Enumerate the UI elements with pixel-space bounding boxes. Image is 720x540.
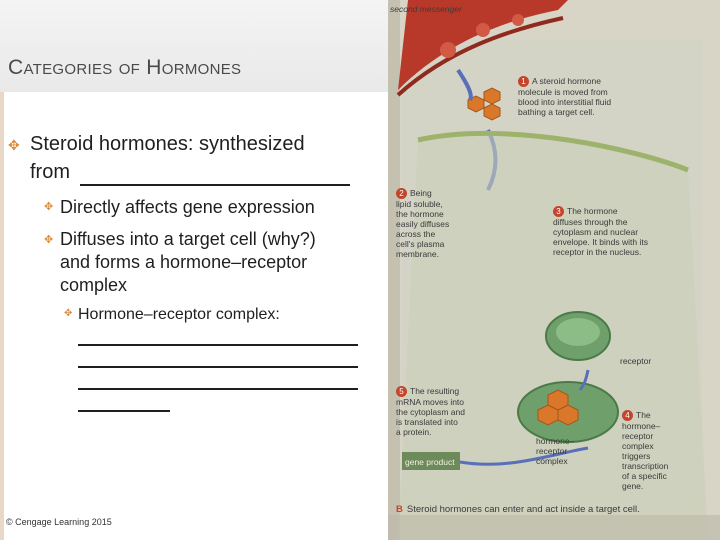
bullet-line-2-text: from [30, 161, 70, 183]
figure-bottom-caption [396, 495, 640, 515]
figure-gene-product-label: gene product [405, 457, 455, 467]
sub-sub-bullet-complex: Hormone–receptor complex: [78, 306, 280, 323]
receptor-highlight-shape [556, 318, 600, 346]
blood-cell-shape [512, 14, 524, 26]
figure-step-4 [622, 400, 668, 491]
left-accent-rule [0, 92, 4, 540]
figure-step-5 [396, 376, 465, 437]
fill-in-blank-5 [78, 410, 170, 412]
figure-step-5-text: The resulting mRNA moves into the cytoplasm and is translated into a protein. [396, 386, 465, 437]
step-number-1: 1 [518, 76, 529, 87]
bullet-line-1: Steroid hormones: synthesized [30, 133, 305, 155]
step-number-2: 2 [396, 188, 407, 199]
blood-cell-shape [476, 23, 490, 37]
figure-step-2 [396, 178, 449, 259]
figure-step-1 [518, 66, 611, 117]
figure-hrc-label: hormone– receptor complex [536, 436, 575, 466]
step-number-3: 3 [553, 206, 564, 217]
figure-bottom-caption-text: Steroid hormones can enter and act inside a target cell. [406, 504, 640, 515]
fill-in-blank-1 [80, 184, 350, 186]
step-number-5: 5 [396, 386, 407, 397]
sub-bullet-gene-expression: Directly affects gene expression [60, 197, 315, 217]
figure-receptor-label: receptor [620, 356, 652, 366]
sub-bullet-diffuses-cont-1: and forms a hormone–receptor [60, 252, 308, 272]
figure-step-3 [553, 196, 648, 257]
figure-step-2-text: Being lipid soluble, the hormone easily diffuses across the cell's plasma membrane. [396, 188, 450, 259]
figure-step-3-text: The hormone diffuses through the cytoplasm and nuclear envelope. It binds with its receptor in the nucleus. [553, 206, 648, 257]
figure-step-4-text: The hormone– receptor complex triggers transcription of a specific gene. [622, 410, 669, 491]
sub-sub-bullet-icon: ✥ [64, 308, 73, 319]
sub-bullet-icon: ✥ [44, 234, 54, 246]
figure-step-1-text: A steroid hormone molecule is moved from blood into interstitial fluid bathing a target cell. [518, 76, 612, 117]
fill-in-blank-3 [78, 366, 358, 368]
textbook-figure-photo [388, 0, 720, 540]
figure-letter: B [396, 504, 403, 515]
slide-title: Categories of Hormones [8, 56, 242, 79]
bullet-steroid-hormones [30, 130, 370, 186]
copyright-notice: © Cengage Learning 2015 [6, 517, 112, 527]
fill-in-blank-4 [78, 388, 358, 390]
figure-top-caption: second messenger [390, 4, 462, 14]
sub-bullet-diffuses: Diffuses into a target cell (why?) [60, 229, 316, 249]
fill-in-blank-2 [78, 344, 358, 346]
blood-cell-shape [440, 42, 456, 58]
bullet-icon: ✥ [8, 137, 20, 153]
step-number-4: 4 [622, 410, 633, 421]
sub-bullet-icon: ✥ [44, 201, 54, 213]
bullet-line-2 [30, 158, 370, 186]
sub-bullet-diffuses-cont-2: complex [60, 275, 128, 295]
